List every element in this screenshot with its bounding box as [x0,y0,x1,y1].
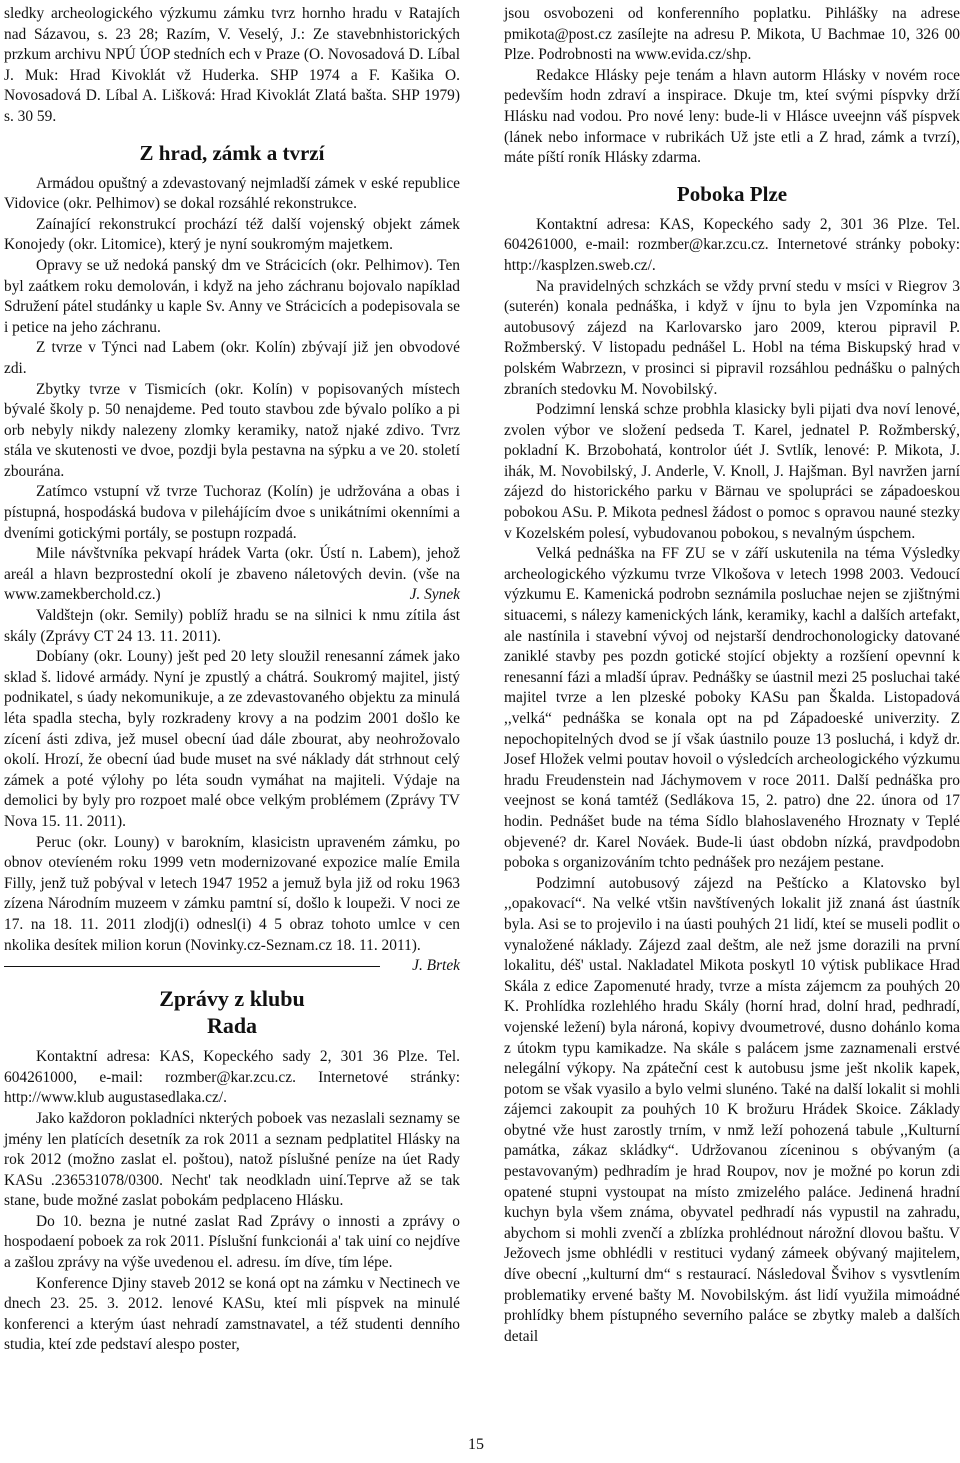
news-tuchoraz: Zatímco vstupní vž tvrze Tuchoraz (Kolín) je udržována a obas i pístupná, hospodáská budova v pilehájícím dvoe s unikátními okenními a dveními gotickými portály, se postupn rozpadá. [4,483,460,542]
section-heading-club-news: Zprávy z klubu [159,986,305,1012]
section-heading-castles: Z hrad, zámk a tvrzí [139,140,325,165]
news-valdstejn: Valdštejn (okr. Semily) poblíž hradu se na silnici k nmu zítila ást skály (Zprávy CT 24 13. 11. 2011). [4,607,460,645]
left-column [4,4,460,1356]
plzen-excursion: Podzimní autobusový zájezd na Peštícko a Klatovsko byl ,,opakovací“. Na velké vtšin navštívených lokalit již znaná ást úastník byla. Asi se to projevilo i na úasti pouhých 21 lidí, kteí se museli podlit o vynaložené náklady. Zájezd zaal deštm, ale než jsme dorazili na první lokalitu, déš' ustal. Nakladatel Mikota poskytl 10 výtisk publikace Hrad Skála z edice Zapomenuté hrady, tvrze a místa zájemcm za pouhých 20 K. Prohlídka rozlehlého hradu Skály (horní hrad, dolní hrad, pedhradí, vojenské ležení) byla nároná, kopivy dvoumetrové, dusno dohánlo koma z útokm typu kamikadze. Na skále s palácem jsme zaznamenali erstvé nelegální výkopy. Na zpáteční cest k autobusu jsme ješt nkolik kapek, potom se však vyasilo a bylo velmi slunéno. Také na další lokalit si mohli zájemci zakoupit za pouhých 10 K brožuru Hrádek Skoice. Základy obytné vže hust zarostly trním, v nmž leží pohozená tabule ,,Kulturní památka, zákaz skládky“. Udržovanou zíceninou s obývaným (a pestavovaným) pedhradím je hrad Roupov, nov je možné po korun zdi opatené stupni vystoupat na místo zmizelého paláce. Jedinená hradní kuchyn byla všem známa, obyvatel pedhradí nás vypustil na zahradu, abychom si mohli zvenčí a zblízka prohlédnout nárožní dlovou baštu. V Ježovech jsme obhlédli v restituci vydaný zámeek obývaný majitelem, díve obecní ,,kulturní dm“ s restaurací. Následoval Švihov s vysvtlením problematiky ervené bašty M. Novobilským. ást lidí využila mimoádné prohlídky bhem pístupného severního paláce se zbytky maleb a dalších detail [504,874,960,1345]
section-divider [4,966,380,967]
right-column [504,4,960,1347]
plzen-meetings: Na pravidelných schzkách se vždy první stedu v msíci v Riegrov 3 (suterén) konala pednáška, i když v íjnu to byla jen Vzpomínka na autobusový zájezd na Karlovarsko jaro 2009, kterou pipravil P. Rožmberský. V listopadu pednášel L. Hobl na téma Biskupský hrad v polském Wabrzezn, v prosinci si pipravil rozsáhlou pednášku o palných zbraních stedovku M. Novobilský. [504,277,960,398]
news-tismice: Zbytky tvrze v Tismicích (okr. Kolín) v popisovaných místech bývalé školy p. 50 nenajdeme. Ped touto stavbou zde bývalo políko a pi orb nebyly nikdy nalezeny zlomky keramiky, natož njaké zdivo. Tvrz stála ve skutenosti ve dvoe, pozdji byla pestavna na sýpku a ve 20. století zbourána. [4,380,460,480]
section-heading-plzen: Poboka Plze [676,181,788,206]
intro-paragraph: sledky archeologického výzkumu zámku tvrz hornho hradu v Ratajích nad Sázavou, s. 23 28; Razím, V. Veselý, J.: Ze stavebnhistorických przkum archivu NPÚ ÚOP stedních ech v Praze (O. Novosadová D. Líbal J. Muk: Hrad Kivoklát vž Huderka. SHP 1974 a F. Kašika O. Novosadová D. Líbal A. Lišková: Hrad Kivoklát Zlatá bašta. SHP 1979) s. 30 59. [4,5,460,125]
news-peruc [4,833,460,975]
news-tynec: Z tvrze v Týnci nad Labem (okr. Kolín) zbývají již jen obvodové zdi. [4,339,460,377]
news-strancice: Opravy se už nedoká panský dm ve Strácicích (okr. Pelhimov). Ten byl zaátkem roku demolován, i když na jeho záchranu bojovalo napíklad Sdružení pátel studánky u kaple Sv. Anny ve Strácicích a podepisovala se i petice na jeho záchranu. [4,256,460,336]
conference-continued: jsou osvobozeni od konferenního poplatku. Pihlášky na adrese pmikota@post.cz zasílejte na adresu P. Mikota, U Bachmae 10, 326 00 Plze. Podrobnosti na www.evida.cz/shp. [504,5,960,64]
news-peruc-text: Peruc (okr. Louny) v barokním, klasicistn upraveném zámku, po obnov otevíeném roku 1999 vetn modernizované expozice malíe Emila Filly, jenž tuž pobýval v letech 1947 1952 a jemuž byla již od roku 1963 zízena Národním muzeem v zámku pamtní sí, došlo k loupeži. V noci ze 17. na 18. 11. 2011 zlodj(i) odnesl(i) 4 5 obraz tohoto umlce v cen nkolika desítek milion korun (Novinky.cz-Seznam.cz 18. 11. 2011). [4,833,460,954]
council-treasurers: Jako každoron pokladníci nkterých poboek vas nezaslali seznamy se jmény len platících desetník za rok 2011 a seznam pedplatitel Hlásky na rok 2012 (možno zaslat el. poštou), natož píslušné peníze na úet Rady KASu .236531078/0300. Necht' tak neodkladn uiní.Teprve až se tak stane, bude možné zaslat pobokám pedplaceno Hlásku. [4,1109,460,1210]
news-dobricany: Dobíany (okr. Louny) ješt ped 20 lety sloužil renesanní zámek jako sklad š. lidové armády. Nyní je zpustlý a chátrá. Soukromý majitel, jistý podnikatel, s úady nekomunikuje, a ze zdevastovaného objektu za minulá léta spadla stecha, byly rozkradeny krovy a na podzim 2001 došlo ke zícení ásti zdiva, jež musel obecní úad dále zbourat, aby neohrožovalo okolí. Hrozí, že obecní úad bude muset na své náklady dát strhnout celý zámek a poté výlohy po léta soudn vymáhat na majiteli. Výdaje na demolici by byly pro rozpoet malé obce velkým problémem (Zprávy TV Nova 15. 11. 2011). [4,648,460,830]
news-varta-text: Mile návštvníka pekvapí hrádek Varta (okr. Ústí n. Labem), jehož areál a hlavn bezprostední okolí je zbaveno náletových devin. (vše na www.zamekberchold.cz.) [4,545,460,604]
plzen-lectures: Velká pednáška na FF ZU se v září uskutenila na téma Výsledky archeologického výzkumu tvrze Vlkošova v letech 1998 2003. Vedoucí výzkumu E. Kamenická podrobn seznámila posluchae nejen se zjištnými situacemi, s nálezy kamenických lánk, keramiky, kachl a dalších artefakt, ale nastínila i stavební vývoj od nejstarší dendrochonologicky datované zaniklé stavby pes pozdn gotické stojící objekty a rozšíení opevnní k renesanní fázi a mladší úprav. Pednášky se úastnil mezi 25 posluchai také majitel tvrze a len plzeské poboky KASu pan Škalda. Listopadová ,,velká“ pednáška se konala opt na pd Západoeské univerzity. Z nepochopitelných dvod se jí však úastnilo pouze 13 posluchá, i když dr. Josef Hložek velmi poutav hovoil o výsledcích archeologického výzkumu hradu Freudenstein nad Jáchymovem v roce 2011. Další pednáška pro veejnost se koná tamtéž (Sedlákova 15, 2. patro) dne 22. února od 17 hodin. Pednášet bude na téma Sídlo blahoslaveného Hroznaty v Teplé objevené? dr. Karel Nováek. Bude-li úast obdobn nízká, pravdpodobn poboka s organizováním tchto pednášek pro nezájem pestane. [504,545,960,872]
section-heading-council: Rada [206,1013,258,1039]
council-contact: Kontaktní adresa: KAS, Kopeckého sady 2, 301 36 Plze. Tel. 604261000, e-mail: rozmber@kar.zcu.cz. Internetové stránky: http://www.klub augustasedlaka.cz/. [4,1048,460,1107]
plzen-contact: Kontaktní adresa: KAS, Kopeckého sady 2, 301 36 Plze. Tel. 604261000, e-mail: rozmber@kar.zcu.cz. Internetové stránky poboky: http://kasplzen.sweb.cz/. [504,215,960,274]
news-konojedy: Zaínající rekonstrukcí prochází též další vojenský objekt zámek Konojedy (okr. Litomice), který je nyní soukromým majetkem. [4,215,460,254]
club-news-heading-block [4,985,460,1039]
signature-brtek: J. Brtek [412,957,460,975]
signature-synek: J. Synek [409,586,460,604]
council-conference: Konference Djiny staveb 2012 se koná opt na zámku v Nectinech ve dnech 23. 25. 3. 2012. lenové KASu, kteí mli píspvek na minulé konferenci a kterým úast nehradí zamstnavatel, a též studenti denního studia, kteí zde pedstaví alespo poster, [4,1274,460,1354]
page-number: 15 [468,1436,484,1453]
council-reports: Do 10. bezna je nutné zaslat Rad Zprávy o innosti a zprávy o hospodaení poboek za rok 2011. Píslušní funkcionái a' tak uiní co nejdíve a zašlou zprávy na výše uvedenou el. adresu. ím díve, tím lépe. [4,1212,460,1272]
news-varta [4,544,460,606]
editorial-wishes: Redakce Hlásky peje tenám a hlavn autorm Hlásky v novém roce pedevším hodn zdraví a inspirace. Dkuje tm, kteí svými píspvky drží Hlásku nad vodou. Pro nové leny: bude-li v Hlásce uveejnn váš píspvek (lánek nebo informace v rubrikách Už jste etli a Z hrad, zámk a tvrzí), máte píští roník Hlásky zdarma. [504,66,960,167]
plzen-autumn-meeting: Podzimní lenská schze probhla klasicky byli pijati dva noví lenové, zvolen výbor ve složení pedseda T. Karel, jednatel P. Rožmberský, pokladní K. Brzobohatá, kontrolor úét J. Svtlík, lenové: P. Mikota, J. ihák, M. Novobilský, J. Anderle, V. Knoll, J. Hajšman. Byl navržen jarní zájezd do historického parku v Bärnau ve spolupráci se západoeskou pobokou ASu. P. Mikota pednesl žádost o pomoc s opravou nauné stezky v Kozelském polesí, vybudovanou pobokou, s nevalným úspchem. [504,401,960,542]
news-vidovice: Armádou opuštný a zdevastovaný nejmladší zámek v eské republice Vidovice (okr. Pelhimov) se dokal rozsáhlé rekonstrukce. [4,174,460,213]
